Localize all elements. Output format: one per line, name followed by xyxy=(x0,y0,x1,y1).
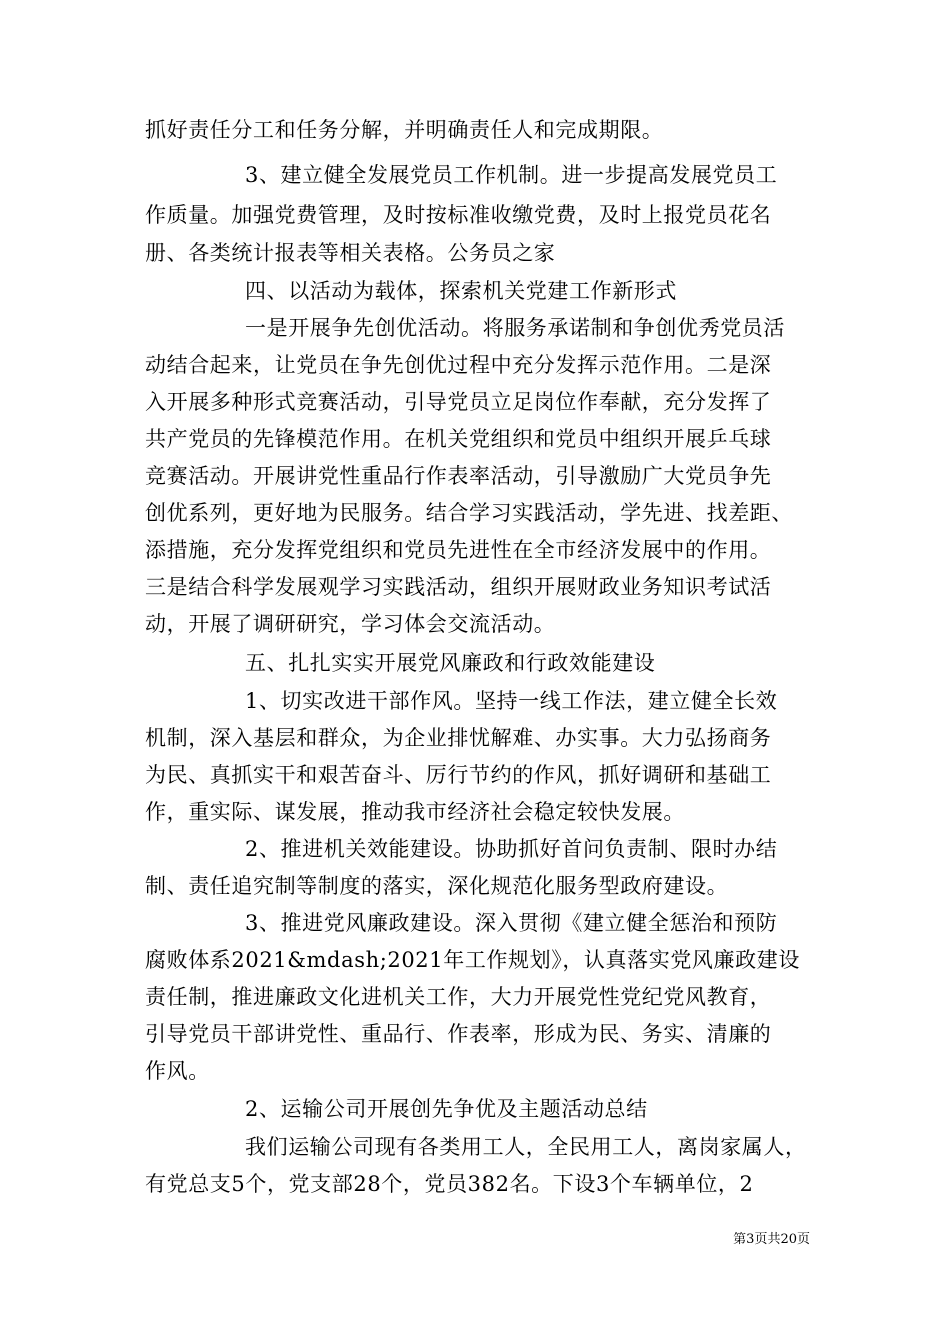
text-line: 册、各类统计报表等相关表格。公务员之家 xyxy=(145,241,556,265)
text-line: 责任制，推进廉政文化进机关工作，大力开展党性党纪党风教育， xyxy=(145,985,772,1009)
page-number: 第3页共20页 xyxy=(733,1232,810,1247)
text-line: 机制，深入基层和群众，为企业排忧解难、办实事。大力弘扬商务 xyxy=(145,726,772,750)
text-line: 动，开展了调研研究，学习体会交流活动。 xyxy=(145,612,556,636)
text-line: 引导党员干部讲党性、重品行、作表率，形成为民、务实、清廉的 xyxy=(145,1022,772,1046)
text-line: 竞赛活动。开展讲党性重品行作表率活动，引导激励广大党员争先 xyxy=(145,464,772,488)
text-line: 抓好责任分工和任务分解，并明确责任人和完成期限。 xyxy=(145,118,664,142)
text-line: 3、建立健全发展党员工作机制。进一步提高发展党员工 xyxy=(245,163,778,187)
text-line: 我们运输公司现有各类用工人，全民用工人，离岗家属人， xyxy=(245,1135,807,1159)
text-line: 共产党员的先锋模范作用。在机关党组织和党员中组织开展乒乓球 xyxy=(145,427,772,451)
text-line: 动结合起来，让党员在争先创优过程中充分发挥示范作用。二是深 xyxy=(145,353,772,377)
text-line: 入开展多种形式竞赛活动，引导党员立足岗位作奉献，充分发挥了 xyxy=(145,390,772,414)
text-line: 添措施，充分发挥党组织和党员先进性在全市经济发展中的作用。 xyxy=(145,538,772,562)
text-line: 制、责任追究制等制度的落实，深化规范化服务型政府建设。 xyxy=(145,874,729,898)
text-line: 一是开展争先创优活动。将服务承诺制和争创优秀党员活 xyxy=(245,316,785,340)
text-line: 3、推进党风廉政建设。深入贯彻《建立健全惩治和预防 xyxy=(245,911,778,935)
text-line: 2、推进机关效能建设。协助抓好首问负责制、限时办结 xyxy=(245,837,778,861)
text-line: 三是结合科学发展观学习实践活动，组织开展财政业务知识考试活 xyxy=(145,575,772,599)
text-line: 腐败体系2021&mdash;2021年工作规划》，认真落实党风廉政建设 xyxy=(145,948,800,972)
text-line: 作风。 xyxy=(145,1059,210,1083)
text-line: 创优系列，更好地为民服务。结合学习实践活动，学先进、找差距、 xyxy=(145,501,793,525)
section-heading: 四、以活动为载体，探索机关党建工作新形式 xyxy=(245,279,677,303)
text-line: 作质量。加强党费管理，及时按标准收缴党费，及时上报党员花名 xyxy=(145,203,772,227)
section-heading: 2、运输公司开展创先争优及主题活动总结 xyxy=(245,1097,648,1121)
text-line: 1、切实改进干部作风。坚持一线工作法，建立健全长效 xyxy=(245,689,778,713)
section-heading: 五、扎扎实实开展党风廉政和行政效能建设 xyxy=(245,651,656,675)
text-line: 为民、真抓实干和艰苦奋斗、厉行节约的作风，抓好调研和基础工 xyxy=(145,763,772,787)
text-line: 有党总支5个，党支部28个，党员382名。下设3个车辆单位，2 xyxy=(145,1172,754,1196)
text-line: 作，重实际、谋发展，推动我市经济社会稳定较快发展。 xyxy=(145,800,685,824)
